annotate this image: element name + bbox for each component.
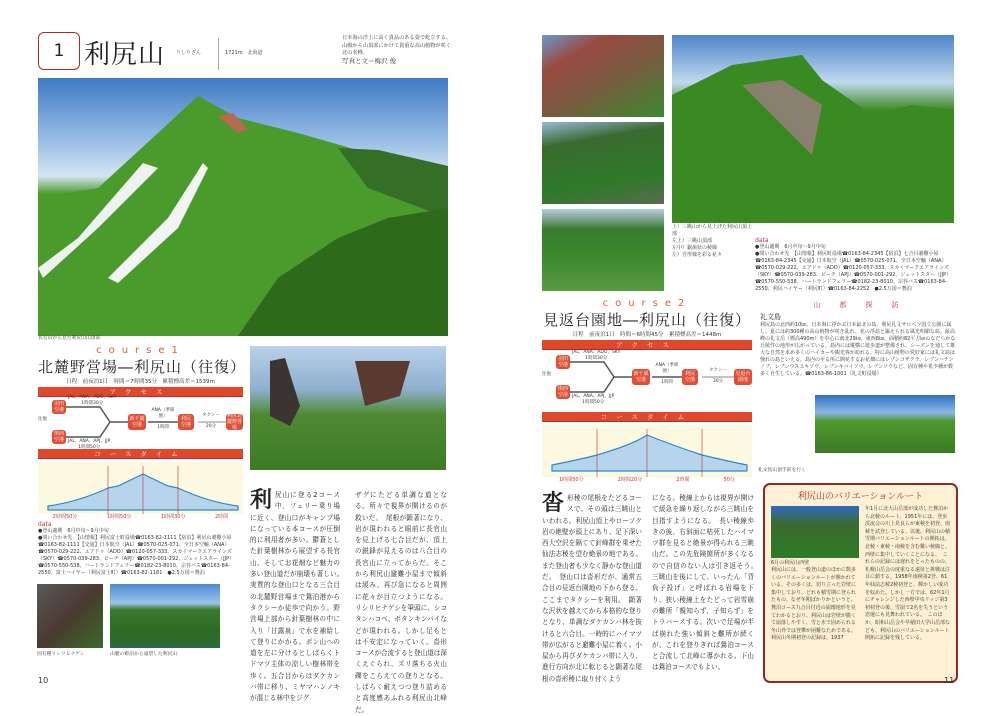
course1-segments: 2時間50分 1時間50分 1時間30分 2時間 [52,514,229,520]
bottom-route: JAL、ANA、APJ、JJP 1時間50分 [572,394,615,405]
mid-route: ANA（季節便） 1時間 [655,363,679,385]
variation-col1: 利尻山には、一般登山道のほかに数多くのバリエーションルートが開かれている。その多くは、切り立った岩壁に集中しており、どれも積雪期に登られたもの。なぜ冬期ばかりかというと、鴛泊コース九合目付近の崩壊地形を見てわかるとおり、利尻山は岩壁が脆くて崩落しやすく、雪と氷で固められる冬山外では登攀が困難なためである。 利尻山冬期初登の記録は、1937 [771,567,859,642]
dropcap: 利 [250,488,273,513]
region: 北海道 [247,50,263,56]
season: ●登山適期 6月中旬〜9月中旬 [755,244,826,250]
course2-label: course2 [602,298,692,309]
taxi-route: タクシー 20分 [202,413,220,429]
course1-info: 日程 前夜泊1日 時間＝7時間35分 累積標高差＝1539m [66,379,215,385]
lake-photo [110,584,220,648]
node-destination: 利尻北麓野営場 [227,413,243,431]
caption-flower: 固有種リシリヒナゲシ [37,652,85,657]
rosoku-iwa-photo [250,346,446,470]
flower-photo [37,584,103,648]
node-shin-chitose: 新千歳空港 [633,371,649,383]
course1-access-bar: アクセス [38,387,243,397]
course2-header [542,298,752,350]
course1-header [38,345,247,397]
course2-access-bar: アクセス [542,340,752,350]
top-route: JAL、ANA、ADO、SKY 1時間30分 [68,395,117,406]
course2-time-bar: コースタイム [542,412,752,422]
course1-body-col2: ザグにたどる単調な道となる。所々で視界が開けるのが救いだ。 尾根が顕著になり、岩が現われると眼前に長官山を見上げる七合目だが、頂上の鋭鋒が見えるのは八合目の長官山に立ってからだ。そこから利尻山避難小屋まで傾斜は緩み、再び急になると周囲に花々が目立つようになる。リシリヒナゲシを筆頭に、シコタンハコベ、ボタンキンバイなどが現われる。しかし足もとは不安定になっていく。沓形コースが合流すると登山道は深くえぐられ、ズリ落ちる火山礫をこらえての登りとなる。しばらく耐えつつ登り詰めると高度感あふれる利尻山北峰だ。 [355,491,447,714]
round-trip-label: 往復 [38,417,47,422]
divider [218,38,219,70]
node-haneda: 羽田空港 [557,356,568,368]
variation-photo [771,506,859,558]
elevation: 1721m [225,50,243,56]
node-haneda: 羽田空港 [53,401,64,413]
course2-title: 見返台園地―利尻山（往復） [542,311,751,329]
main-mountain-photo [38,78,448,336]
course1-access-diagram [38,395,243,450]
page-number-left: 10 [38,676,49,685]
course2-body-col2: になる。稜線上からは視界が開けて緩急を繰り返しながら三眺山を目指すようになる。 長い稜線歩きの後、右斜面に枯死したハイマツ群を見ると絶景が得られる三眺山だ。この先危険箇所が多くなるので自信のない人は引き返そう。 三眺山を後にして、いったん「背負子投げ」と呼ばれる岩場を下り、狭い稜線上をたどって岩雪崩の難所「親知らず、子知らず」をトラバースする。次いで足場が半ば崩れた強い傾斜と難所が続くが、これを登りきれば鴛泊コースと合流して北峰に導かれる。下山は鴛泊コースでもよい。 [652,494,761,672]
page-number-right: 11 [944,676,955,685]
variation-photo-caption: 6月の利尻山西壁 [771,560,810,566]
node-shin-chitose: 新千歳空港 [129,416,145,428]
round-trip-label: 往復 [542,372,551,377]
elevation-region [225,49,263,56]
sankyo-heading: 山 都 探 訪 [813,301,905,309]
taxi-route: タクシー 30分 [709,368,727,384]
lead-text: 日本海の洋上に高く貴品のある姿で屹立する。山腹から山頂部にかけて貴重な高山植物が咲く北の名峰。 [342,35,451,56]
node-kansai: 関西空港 [557,386,568,398]
course1-title: 北麓野営場―利尻山（往復） [38,358,247,376]
caption-main-photo: 長官山から見た利尻山山頂部 [38,336,101,341]
variation-col2: 年1月に北大山岳部が成功した鴛泊から北稜のルート。1951年には、登歩渓流会の川上晃良らが東稜を初登、南稜を試登している。以後、利尻山の積雪期バリエーションルートの開拓は、北稜・東稜・南稜を含む難い稜線と、西壁に集中していくことになる。 これらの記録には遅れをとったものの、札幌山岳会の度重なる遠征と挑戦は注目に値する。1958年南稜第2登、61年仙法志稜2稜初登と、輝かしい成功を収めた。しかし一方では、62年1月にチャレンジした西壁中央リッジ第3初初登の後、雪崩で2名を失うという悲運にも見舞われている。 このほか、昭和山岳会や早稲田大学山岳部なども、利尻山のバリエーションルート開拓に記録を残している。 [865,506,951,642]
course1-data [38,521,243,577]
course2-elevation-profile [542,425,752,477]
bottom-route: JAL、ANA、APJ、JJP 1時間50分 [68,439,111,450]
page-title: 利尻山 [84,40,166,70]
course1-time-bar: コースタイム [38,449,243,459]
course2-access-diagram [542,350,752,405]
sankyo-text: 利尻島の北西約10㎞、日本海に浮かぶ日本最北の島。利尻礼文サロベツ国立公園に属し、夏には約300種の高山植物が咲き乱れ、花の浮島と謳えられる風光明媚な島。最高峰の礼文岳（標高490m）を中心に南北29㎞、東西8㎞、面積約82平方㎞のなだらかな丘陵性の地形が広がっている。島内には縦横に遊歩道が整備され、シーズンを通して雄大な自然を求め多くのハイカーや観光客が訪れる。特に高山植物の愛好家には礼文島は憧れの島といえる。島内の至る所に開花するお花畑にはレブンコザクラ、レブンハナシノブ、レブンウスユキソウ、レブンキバイソウ、レブンソウなど、固有種や希少種が数多く自生している。☎0163-86-1001（礼文町役場） [760,322,956,377]
author-credit: 写真と文＝梅沢 俊 [342,57,397,65]
title-reading: りしりざん [176,50,202,56]
data-heading: data [38,521,52,528]
course1-body-col1: 利尻山に登る2コース中、フェリー乗り場に近く、登山口がキャンプ場になっている本コースが圧倒的に利用者が多い。鬱蒼とした針葉樹林から展望する長官山、そしてお花畑など魅力の多い登山道だが崩壊も著しい。 実質的な登山口となる三合目の北麓野営場まで鴛泊港からタクシーか徒歩で向かう。野営場上部から針葉樹林の中に入り「甘露泉」で水を補給して登りにかかる。ポン山への道を左に分けるとしばらくトドマツ主体の涼しい樹林帯を歩く。五合目からはダケカンバ帯に移り、ミヤマハンノキが混じる林中をジグ [250,488,347,703]
course1-elevation-profile [38,462,243,514]
chapter-number: 1 [53,41,65,61]
season: ●登山適期 6月中旬〜9月中旬 [38,528,109,534]
contact: ●問い合わせ先 【山情報】利尻町役場☎0163-84-2345【宿泊】七合目避難小屋☎0163-84-2345【交通】日本航空（JAL）☎0570-025-071、全日本空輸（ANA）☎0570-029-222、エアドゥ（ADO）☎0120-057-333、スカイマークエアラインズ（SKY）☎0570-039-283、ピーチ（APJ）☎0570-001-292、ジェットスター（JJP）☎0570-550-538、ハートランドフェリー☎0182-23-8010、宗谷バス☎0163-84-2550、利尻ハイヤー（利尻町）☎0163-84-2252 ●2.5万図＝鴛泊 [755,251,952,292]
mid-route: ANA（季節便） 1時間 [151,408,175,430]
right-main-photo [672,35,954,223]
course2-data [755,237,955,293]
caption-lake: 山麓の姫沼から遠望した利尻山 [110,652,178,657]
variation-title: 利尻山のバリエーションルート [797,492,924,502]
contact: ●問い合わせ先 【山情報】利尻富士町役場☎0163-82-1111【宿泊】利尻山避難小屋☎0163-82-1111【交通】日本航空（JAL）☎0570-025-071、全日本空輸（ANA）☎0570-029-222、エアドゥ（ADO）☎0120-057-333、スカイマークエアラインズ（SKY）☎0570-039-283、ピーチ（APJ）☎0570-001-292、ジェットスター（JJP）☎0570-550-538、ハートランドフェリー☎0182-23-8010、宗谷バス☎0163-84-2550、富士ハイヤー（利尻富士町）☎0163-82-1181 ●2.5万図＝鴛泊 [38,535,235,576]
right-photo-captions: 上）三眺山から見上げた利尻山頂上部 左上）三眺山頂部 左中）鋸歯状の稜線 左）吾形様を彩る花々 [672,224,753,258]
right-photo-bottom [542,209,664,291]
right-photo-middle [542,122,664,204]
top-route: JAL、ANA、ADO、SKY 1時間30分 [572,350,621,361]
right-photo-top [542,35,664,117]
chapter-number-box [38,32,80,70]
course2-info: 日程 前夜泊1日 時間＝6時間45分 累積標高差＝1448m [572,332,722,338]
caption-rebun: 礼文島山頂手前を行く [758,468,806,473]
dropcap: 沓 [542,491,565,516]
data-heading: data [755,237,769,244]
sankyo-section [760,312,958,378]
node-destination: 見返台園地 [735,371,751,383]
sankyo-title: 礼文島 [760,313,781,321]
node-rishiri-airport: 利尻空港 [682,369,698,385]
course2-segments: 1時間50分 2時間20分 2時間 50分 [559,477,735,483]
course1-label: course1 [96,345,185,356]
node-rishiri-airport: 利尻空港 [178,414,194,430]
variation-route-box [763,483,958,683]
node-kansai: 関西空港 [53,431,64,443]
rebun-photo [815,395,955,453]
course2-body-col1: 沓形稜の尾根をたどるコースで、その頭は三眺山といわれる。利尻山頂上やローソク岩の絶壁が頭上にあり、足下深い西大空沢を隔てて針峰群を乗せた仙法志稜を望む絶景の地である。また登山者も少なく静かな登山道だ。 登山口は沓形だが、通常五合目の見返台園地の下から登る。ここまでタクシーを利用。 顕著な沢状を越えてから本格的な登りとなり、単調なダケカンバ林を抜けると六合目。一時的にハイマツ帯が広がると避難小屋に着く。小屋から再びダケカンバ帯に入り、進行方向が北に転じると顕著な尾根の沓形稜に取り付くよう [542,491,642,683]
